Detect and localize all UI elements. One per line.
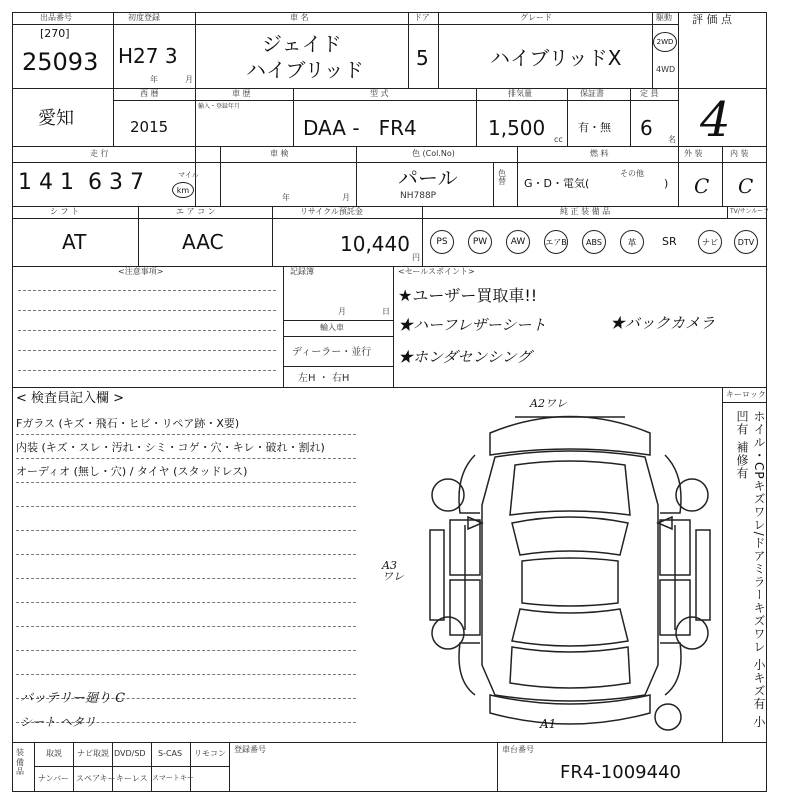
car-name-line1: ジェイド (262, 32, 342, 56)
equipment-label: 純 正 装 備 品 (560, 207, 611, 216)
chassis-label: 車台番号 (502, 745, 534, 754)
cc-unit: cc (554, 135, 563, 144)
shift-value: AT (62, 230, 87, 254)
equip-ps-circle: PS (430, 230, 454, 254)
warranty-label: 保証書 (580, 89, 604, 98)
footer-cell-manual: 取説 (46, 749, 62, 758)
car-name-line2: ハイブリッド (246, 58, 364, 82)
equip-pw-circle: PW (468, 230, 492, 254)
inspection-label: 車 検 (270, 149, 289, 158)
door-label: ドア (414, 13, 430, 22)
equip-nav-circle: ナビ (698, 230, 722, 254)
inspection-year: 年 (282, 193, 290, 202)
lot-number: 25093 (22, 48, 99, 76)
dealer-label: ディーラー・並行 (292, 347, 372, 358)
sales-label: <セールスポイント> (398, 267, 475, 276)
chassis-value: FR4-1009440 (560, 762, 681, 783)
equip-leather-circle: 革 (620, 230, 644, 254)
interior-label: 内 装 (730, 149, 749, 158)
ac-value: AAC (182, 230, 224, 254)
record-month: 月 (338, 307, 346, 316)
equip-sr: SR (662, 235, 677, 248)
mileage-label: 走 行 (90, 149, 109, 158)
shift-label: シ フ ト (50, 207, 80, 216)
fuel-other: その他 (620, 169, 644, 178)
inspection-title: < 検査員記入欄 > (16, 391, 125, 406)
exterior-label: 外 装 (684, 149, 703, 158)
sales-point-1: ★ユーザー買取車!! (398, 286, 538, 305)
footer-equip-label: 装備品 (16, 748, 24, 777)
door-value: 5 (416, 46, 429, 70)
interior-line: 内装 (キズ・スレ・汚れ・シミ・コゲ・穴・キレ・破れ・割れ) (16, 441, 325, 454)
exterior-value: C (694, 174, 710, 198)
grade-value: ハイブリッドX (490, 46, 622, 70)
drive-4wd: 4WD (656, 65, 676, 74)
mark-rear-a1: A1 (540, 717, 557, 731)
model-value: DAA - FR4 (303, 116, 417, 140)
fuel-value: G・D・電気( (524, 177, 590, 190)
recycle-label: リサイクル預託金 (300, 207, 363, 216)
mile-label: マイル (178, 171, 199, 179)
footer-cell-plate: ナンバー (38, 774, 70, 783)
equip-aw-circle: AW (506, 230, 530, 254)
sales-point-4: ★ホンダセンシング (398, 348, 532, 366)
car-damage-diagram (420, 395, 720, 740)
footer-cell-spare-key: スペアキー (76, 774, 116, 783)
key-label: キーロック (726, 390, 766, 399)
grade-label: グレード (520, 13, 552, 22)
footer-cell-smart-key: スマートキー (152, 774, 194, 782)
mark-side-a3: A3 ワレ (382, 559, 404, 583)
record-day: 日 (382, 307, 390, 316)
note-battery: バッテリー廻り C (20, 691, 126, 706)
handle-label: 左H ・ 右H (298, 373, 350, 384)
month-unit: 月 (185, 75, 193, 84)
first-reg-value: H27 3 (118, 44, 178, 68)
glass-line: Fガラス (キズ・飛石・ヒビ・リペア跡・X要) (16, 417, 240, 430)
capacity-unit: 名 (668, 135, 676, 144)
record-label: 記録簿 (290, 267, 314, 276)
color-code: NH788P (400, 191, 437, 201)
sales-point-3: ★バックカメラ (610, 314, 716, 332)
year-unit: 年 (150, 75, 158, 84)
damage-legend: ホイル・CPキズワレ/ドアミラーキズワレ 小キズ有 小凹有 補修有 (735, 410, 766, 729)
mark-front-a2: A2ワレ (530, 397, 567, 410)
recycle-unit: 円 (412, 253, 420, 262)
capacity-value: 6 (640, 116, 653, 140)
tv-label: TV/サンルーフ (730, 208, 770, 215)
fuel-label: 燃 料 (590, 149, 609, 158)
warranty-value: 有・無 (578, 121, 611, 134)
score-value: 4 (700, 92, 731, 148)
first-reg-label: 初度登録 (128, 13, 160, 22)
region-value: 愛知 (38, 108, 74, 129)
reg-label: 登録番号 (234, 745, 266, 754)
footer-cell-dvd: DVD/SD (114, 749, 146, 758)
capacity-label: 定 員 (640, 89, 659, 98)
note-seat: シート ヘタリ (20, 715, 96, 729)
drive-2wd-circle: 2WD (653, 32, 677, 52)
model-label: 型 式 (370, 89, 389, 98)
km-circle: km (172, 182, 194, 198)
equip-airbag-circle: エアB (544, 230, 568, 254)
import-label: 輸入車 (320, 323, 344, 332)
recycle-value: 10,440 (340, 232, 410, 256)
footer-cell-keyless: キーレス (116, 774, 148, 783)
mileage-value: 1 4 1 6 3 7 (18, 170, 144, 195)
model-year-sub: 西 暦 (140, 89, 159, 98)
interior-value: C (738, 174, 754, 198)
displacement-value: 1,500 (488, 116, 546, 140)
color-label: 色 (Col.No) (412, 149, 455, 158)
notes-label: <注意事項> (118, 267, 164, 276)
sales-point-2: ★ハーフレザーシート (398, 316, 547, 334)
color-value: パール (398, 166, 458, 190)
model-year-value: 2015 (130, 118, 169, 136)
car-name-label: 車 名 (290, 13, 309, 22)
inspection-month: 月 (342, 193, 350, 202)
shaken-label: 車 歴 (232, 89, 251, 98)
drive-label: 駆動 (656, 13, 672, 22)
footer-cell-scas: S-CAS (158, 749, 183, 758)
equip-dtv-circle: DTV (734, 230, 758, 254)
displacement-label: 排気量 (508, 89, 532, 98)
footer-cell-remote: リモコン (194, 749, 226, 758)
footer-cell-nav-manual: ナビ取説 (77, 749, 109, 758)
lot-label: 出品番号 (40, 13, 72, 22)
audio-line: オーディオ (無し・穴) / タイヤ (スタッドレス) (16, 465, 248, 478)
score-label: 評 価 点 (692, 13, 732, 26)
lot-sub: [270] (40, 27, 70, 40)
color-change-label: 色替 (498, 169, 506, 186)
fuel-close: ) (664, 177, 669, 190)
shaken-sub: 輸入・登録年月 (198, 103, 241, 110)
equip-abs-circle: ABS (582, 230, 606, 254)
ac-label: エ ア コ ン (176, 207, 216, 216)
